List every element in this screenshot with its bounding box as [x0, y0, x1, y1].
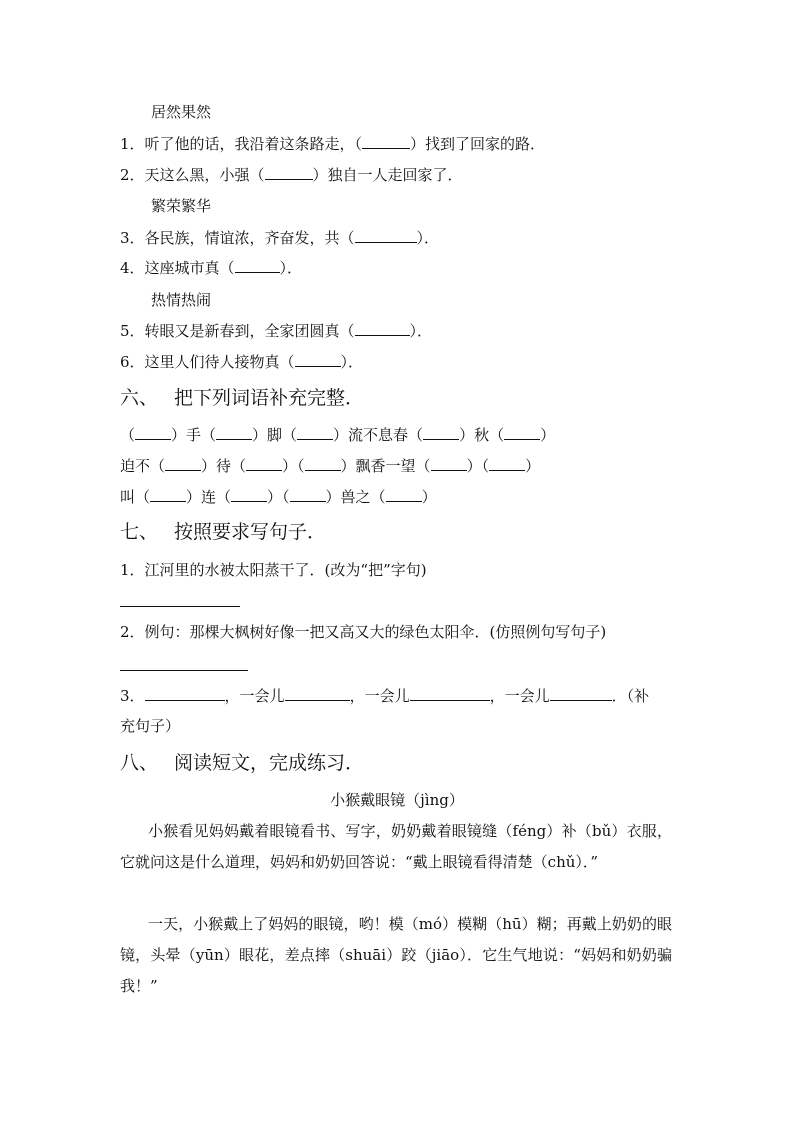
section-6-title: 把下列词语补充完整． [174, 387, 365, 409]
sentence-2-post: ）独自一人走回家了． [312, 166, 463, 184]
section-7-heading [120, 519, 326, 545]
word-pair-label-3: 热情热闹 [151, 291, 212, 309]
sentence-5 [120, 321, 432, 341]
q3-text-4: ．（补 [611, 687, 650, 705]
idiom-blank[interactable] [386, 487, 422, 502]
idiom-text: ） [525, 457, 541, 475]
sentence-4-pre: 4．这座城市真（ [120, 259, 235, 277]
sentence-6 [120, 352, 363, 372]
idiom-row-3 [120, 487, 437, 507]
idiom-blank[interactable] [297, 425, 333, 440]
story-paragraph-2: 一天，小猴戴上了妈妈的眼镜，哟！模（mó）模糊（hū）糊；再戴上奶奶的眼镜，头晕（yūn）眼花，差点摔（shuāi）跤（jiāo）．它生气地说：“妈妈和奶奶骗我！” [120, 915, 672, 995]
blank-4[interactable] [235, 258, 280, 273]
sentence-6-pre: 6．这里人们待人接物真（ [120, 353, 295, 371]
idiom-blank[interactable] [165, 456, 201, 471]
section-6-number: 六、 [120, 387, 159, 409]
blank-2[interactable] [265, 165, 313, 180]
idiom-text: ）飘香一望（ [340, 457, 431, 475]
idiom-text: （ [120, 426, 136, 444]
idiom-blank[interactable] [431, 456, 467, 471]
idiom-blank[interactable] [135, 425, 171, 440]
sentence-3-post: ）． [416, 229, 440, 247]
section-6-heading [120, 385, 364, 411]
idiom-blank[interactable] [150, 487, 186, 502]
story-paragraph-1: 小猴看见妈妈戴着眼镜看书、写字，奶奶戴着眼镜缝（féng）补（bǔ）衣服，它就问这是什么道理，妈妈和奶奶回答说：“戴上眼镜看得清楚（chǔ）．” [120, 822, 672, 871]
sentence-6-post: ）． [340, 353, 364, 371]
section-7-title: 按照要求写句子． [174, 521, 327, 543]
q3-blank-4[interactable] [550, 686, 612, 701]
idiom-blank[interactable] [246, 456, 282, 471]
q3-blank-3[interactable] [410, 686, 490, 701]
q3-text-2: ，一会儿 [349, 687, 410, 705]
sentence-3-pre: 3．各民族，情谊浓，齐奋发，共（ [120, 229, 355, 247]
idiom-blank[interactable] [216, 425, 252, 440]
q3-blank-2[interactable] [285, 686, 350, 701]
q3-prefix: 3． [120, 687, 145, 705]
idiom-text: ）兽之（ [325, 488, 386, 506]
idiom-text: ）手（ [171, 426, 217, 444]
story-title: 小猴戴眼镜（jìng） [330, 791, 464, 809]
sentence-1 [120, 134, 545, 154]
answer-line-2[interactable] [120, 669, 248, 671]
idiom-row-2 [120, 456, 540, 476]
word-pair-label-2: 繁荣繁华 [151, 197, 212, 215]
sentence-2 [120, 165, 463, 185]
blank-6[interactable] [295, 352, 341, 367]
idiom-text: ）（ [282, 457, 305, 475]
idiom-text: ）流不息春（ [333, 426, 424, 444]
blank-3[interactable] [355, 228, 417, 243]
idiom-text: ）脚（ [252, 426, 298, 444]
idiom-blank[interactable] [489, 456, 525, 471]
idiom-text: ）（ [267, 488, 290, 506]
word-pair-label-1: 居然果然 [151, 103, 212, 121]
idiom-text: ）（ [466, 457, 490, 475]
section-8-number: 八、 [120, 752, 159, 774]
sentence-5-pre: 5．转眼又是新春到，全家团圆真（ [120, 322, 355, 340]
sentence-4 [120, 258, 302, 278]
q3-continuation: 充句子） [120, 717, 181, 735]
q3-text-1: ，一会儿 [224, 687, 285, 705]
rewrite-question-3 [120, 686, 649, 706]
idiom-text: 叫（ [120, 488, 151, 506]
sentence-4-post: ）． [279, 259, 303, 277]
section-8-title: 阅读短文，完成练习． [174, 752, 365, 774]
section-8-heading [120, 750, 364, 776]
sentence-5-post: ）． [409, 322, 433, 340]
blank-1[interactable] [362, 134, 410, 149]
idiom-blank[interactable] [504, 425, 540, 440]
q3-text-3: ，一会儿 [489, 687, 550, 705]
sentence-1-post: ）找到了回家的路． [410, 135, 546, 153]
idiom-blank[interactable] [423, 425, 459, 440]
idiom-blank[interactable] [305, 456, 341, 471]
idiom-text: ）秋（ [459, 426, 505, 444]
blank-5[interactable] [355, 321, 410, 336]
idiom-text: ）待（ [201, 457, 247, 475]
idiom-text: ） [540, 426, 556, 444]
idiom-row-1 [120, 425, 555, 445]
idiom-text: ） [421, 488, 437, 506]
rewrite-question-2: 2．例句：那棵大枫树好像一把又高又大的绿色太阳伞．(仿照例句写句子) [120, 623, 607, 641]
rewrite-question-1: 1．江河里的水被太阳蒸干了．(改为“把”字句) [120, 561, 427, 579]
answer-line-1[interactable] [120, 605, 240, 607]
sentence-3 [120, 228, 439, 248]
q3-blank-1[interactable] [145, 686, 225, 701]
section-7-number: 七、 [120, 521, 159, 543]
idiom-blank[interactable] [290, 487, 326, 502]
sentence-2-pre: 2．天这么黑，小强（ [120, 166, 265, 184]
idiom-blank[interactable] [231, 487, 267, 502]
idiom-text: 迫不（ [120, 457, 166, 475]
sentence-1-pre: 1．听了他的话，我沿着这条路走，（ [120, 135, 363, 153]
idiom-text: ）连（ [186, 488, 232, 506]
